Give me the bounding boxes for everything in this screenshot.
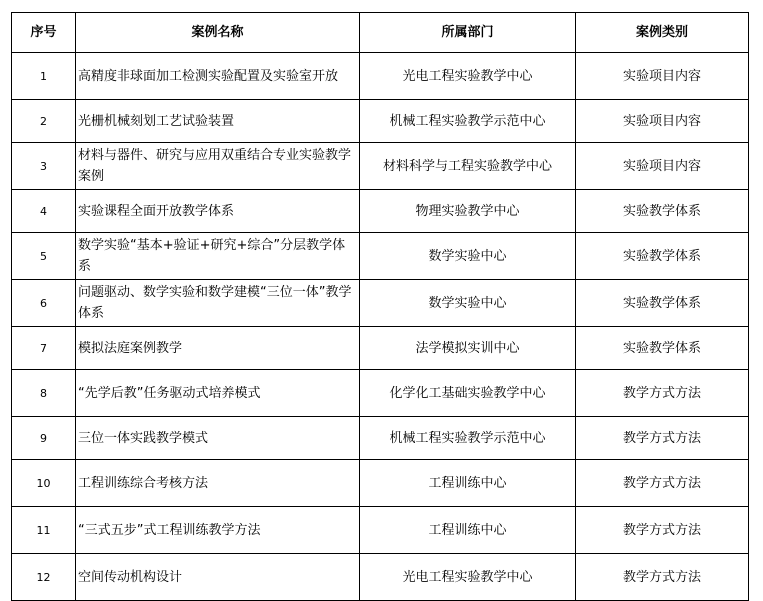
cell-dept: 工程训练中心 [360, 507, 576, 554]
cell-dept: 光电工程实验教学中心 [360, 53, 576, 100]
cell-dept: 数学实验中心 [360, 280, 576, 327]
cell-num: 11 [12, 507, 76, 554]
cell-dept: 材料科学与工程实验教学中心 [360, 143, 576, 190]
cell-num: 10 [12, 460, 76, 507]
cell-dept: 数学实验中心 [360, 233, 576, 280]
cell-name: 三位一体实践教学模式 [76, 417, 360, 460]
cell-type: 教学方式方法 [576, 554, 749, 601]
table-row [12, 100, 749, 143]
table-row [12, 554, 749, 601]
table-row [12, 370, 749, 417]
cell-name: 实验课程全面开放教学体系 [76, 190, 360, 233]
header-row [12, 13, 749, 53]
cell-name: 工程训练综合考核方法 [76, 460, 360, 507]
cell-type: 教学方式方法 [576, 417, 749, 460]
cell-name: 光栅机械刻划工艺试验装置 [76, 100, 360, 143]
cell-dept: 光电工程实验教学中心 [360, 554, 576, 601]
cell-num: 7 [12, 327, 76, 370]
cell-num: 5 [12, 233, 76, 280]
table-row [12, 233, 749, 280]
cell-type: 教学方式方法 [576, 370, 749, 417]
cell-num: 3 [12, 143, 76, 190]
cell-num: 6 [12, 280, 76, 327]
cell-name: 模拟法庭案例教学 [76, 327, 360, 370]
table-row [12, 460, 749, 507]
cell-type: 实验教学体系 [576, 327, 749, 370]
cell-name: 高精度非球面加工检测实验配置及实验室开放 [76, 53, 360, 100]
cell-num: 12 [12, 554, 76, 601]
cell-type: 教学方式方法 [576, 460, 749, 507]
header-num: 序号 [12, 13, 76, 53]
cell-num: 9 [12, 417, 76, 460]
cell-num: 1 [12, 53, 76, 100]
table-row [12, 280, 749, 327]
cell-type: 实验项目内容 [576, 143, 749, 190]
table-row [12, 507, 749, 554]
cell-type: 实验教学体系 [576, 280, 749, 327]
cell-dept: 物理实验教学中心 [360, 190, 576, 233]
cell-dept: 化学化工基础实验教学中心 [360, 370, 576, 417]
cell-name: 材料与器件、研究与应用双重结合专业实验教学案例 [76, 143, 360, 190]
cell-dept: 工程训练中心 [360, 460, 576, 507]
table-row [12, 53, 749, 100]
header-dept: 所属部门 [360, 13, 576, 53]
table-row [12, 143, 749, 190]
cell-name: 问题驱动、数学实验和数学建模“三位一体”教学体系 [76, 280, 360, 327]
cell-type: 实验教学体系 [576, 190, 749, 233]
cell-type: 实验项目内容 [576, 100, 749, 143]
cell-name: “三式五步”式工程训练教学方法 [76, 507, 360, 554]
cell-name: 空间传动机构设计 [76, 554, 360, 601]
table-row [12, 190, 749, 233]
cell-dept: 机械工程实验教学示范中心 [360, 417, 576, 460]
case-table [11, 12, 749, 601]
header-name: 案例名称 [76, 13, 360, 53]
cell-dept: 机械工程实验教学示范中心 [360, 100, 576, 143]
header-type: 案例类别 [576, 13, 749, 53]
cell-num: 8 [12, 370, 76, 417]
table-row [12, 327, 749, 370]
cell-type: 实验项目内容 [576, 53, 749, 100]
cell-num: 4 [12, 190, 76, 233]
cell-type: 实验教学体系 [576, 233, 749, 280]
table-row [12, 417, 749, 460]
cell-dept: 法学模拟实训中心 [360, 327, 576, 370]
cell-num: 2 [12, 100, 76, 143]
cell-name: “先学后教”任务驱动式培养模式 [76, 370, 360, 417]
cell-type: 教学方式方法 [576, 507, 749, 554]
cell-name: 数学实验“基本+验证+研究+综合”分层教学体系 [76, 233, 360, 280]
